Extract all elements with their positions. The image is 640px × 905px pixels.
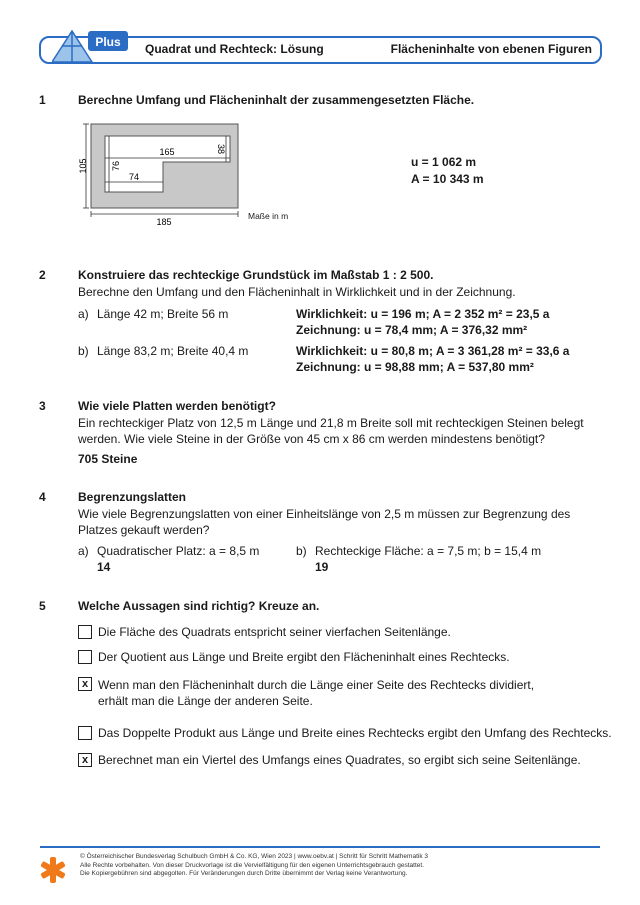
- footer-line-2: Alle Rechte vorbehalten. Von dieser Druckvorlage ist die Vervielfältigung für den eigenen Unterrichtsgebrauch gestattet.: [80, 861, 424, 869]
- publisher-logo-icon: [40, 856, 66, 884]
- dim-105: 105: [78, 158, 88, 174]
- task5-number: 5: [39, 599, 46, 613]
- task4-line2: Platzes gekauft werden?: [78, 523, 210, 537]
- units-note: Maße in m: [248, 211, 289, 221]
- task3-line2: werden. Wie viele Steine in der Größe von 45 cm x 86 cm werden mindestens benötigt?: [78, 432, 545, 446]
- task2-subtitle: Berechne den Umfang und den Flächeninhalt in Wirklichkeit und in der Zeichnung.: [78, 285, 516, 299]
- task2b-real: Wirklichkeit: u = 80,8 m; A = 3 361,28 m² = 33,6 a: [296, 344, 570, 358]
- logo-text: Plus: [95, 35, 121, 49]
- statement-checkbox[interactable]: [78, 625, 92, 639]
- footer-line-1: © Österreichischer Bundesverlag Schulbuch GmbH & Co. KG, Wien 2023 | www.oebv.at | Schritt für Schritt Mathematik 3: [80, 853, 428, 860]
- footer-divider: [40, 846, 600, 848]
- task2a-drawing: Zeichnung: u = 78,4 mm; A = 376,32 mm²: [296, 323, 528, 337]
- task1-answer-a: A = 10 343 m: [411, 172, 484, 186]
- task1-title: Berechne Umfang und Flächeninhalt der zusammengesetzten Fläche.: [78, 93, 475, 107]
- task2b-text: Länge 83,2 m; Breite 40,4 m: [97, 344, 249, 358]
- task2a-label: a): [78, 307, 89, 321]
- statement-text: Der Quotient aus Länge und Breite ergibt den Flächeninhalt eines Rechtecks.: [98, 650, 510, 664]
- task2b-drawing: Zeichnung: u = 98,88 mm; A = 537,80 mm²: [296, 360, 534, 374]
- task3-line1: Ein rechteckiger Platz von 12,5 m Länge und 21,8 m Breite soll mit rechteckigen Steinen belegt: [78, 416, 584, 430]
- worksheet-title: Quadrat und Rechteck: Lösung: [145, 42, 324, 56]
- statement-text-continued: erhält man die Länge der anderen Seite.: [98, 694, 313, 708]
- footer-line-3: Die Kopiergebühren sind abgegolten. Für Veränderungen durch Dritte übernimmt der Verlag keine Verantwortung.: [80, 870, 408, 877]
- statement-checkbox[interactable]: [78, 650, 92, 664]
- statement-text: Berechnet man ein Viertel des Umfangs eines Quadrates, so ergibt sich seine Seitenlänge.: [98, 753, 581, 767]
- statement-text: Die Fläche des Quadrats entspricht seiner vierfachen Seitenlänge.: [98, 625, 451, 639]
- task3-answer: 705 Steine: [78, 452, 138, 466]
- statement-text: Das Doppelte Produkt aus Länge und Breite eines Rechtecks ergibt den Umfang des Rechtecks.: [98, 726, 612, 740]
- task3-title: Wie viele Platten werden benötigt?: [78, 399, 276, 413]
- task4b-label: b): [296, 544, 307, 558]
- task4a-text: Quadratischer Platz: a = 8,5 m: [97, 544, 260, 558]
- chapter-title: Flächeninhalte von ebenen Figuren: [390, 42, 592, 56]
- task4-number: 4: [39, 490, 46, 504]
- dim-74: 74: [128, 172, 140, 182]
- task1-answer-u: u = 1 062 m: [411, 155, 477, 169]
- statement-text: Wenn man den Flächeninhalt durch die Länge einer Seite des Rechtecks dividiert,: [98, 678, 535, 692]
- task4-line1: Wie viele Begrenzungslatten von einer Einheitslänge von 2,5 m müssen zur Begrenzung des: [78, 507, 571, 521]
- task4-title: Begrenzungslatten: [78, 490, 187, 504]
- statement-checkbox[interactable]: x: [78, 677, 92, 691]
- task2a-text: Länge 42 m; Breite 56 m: [97, 307, 229, 321]
- plus-logo: [52, 28, 132, 64]
- statement-checkbox[interactable]: [78, 726, 92, 740]
- task4a-label: a): [78, 544, 89, 558]
- task1-number: 1: [39, 93, 46, 107]
- task3-number: 3: [39, 399, 46, 413]
- statement-checkbox[interactable]: x: [78, 753, 92, 767]
- task2-title: Konstruiere das rechteckige Grundstück im Maßstab 1 : 2 500.: [78, 268, 434, 282]
- task2-number: 2: [39, 268, 46, 282]
- dim-38: 38: [216, 143, 226, 155]
- dim-165: 165: [159, 147, 175, 157]
- dim-185: 185: [156, 217, 172, 227]
- task2a-real: Wirklichkeit: u = 196 m; A = 2 352 m² = 23,5 a: [296, 307, 550, 321]
- task2b-label: b): [78, 344, 89, 358]
- task4a-answer: 14: [97, 560, 111, 574]
- task4b-answer: 19: [315, 560, 329, 574]
- dim-76: 76: [111, 160, 121, 172]
- task4b-text: Rechteckige Fläche: a = 7,5 m; b = 15,4 m: [315, 544, 542, 558]
- footer-copyright: [80, 853, 428, 879]
- task5-title: Welche Aussagen sind richtig? Kreuze an.: [78, 599, 320, 613]
